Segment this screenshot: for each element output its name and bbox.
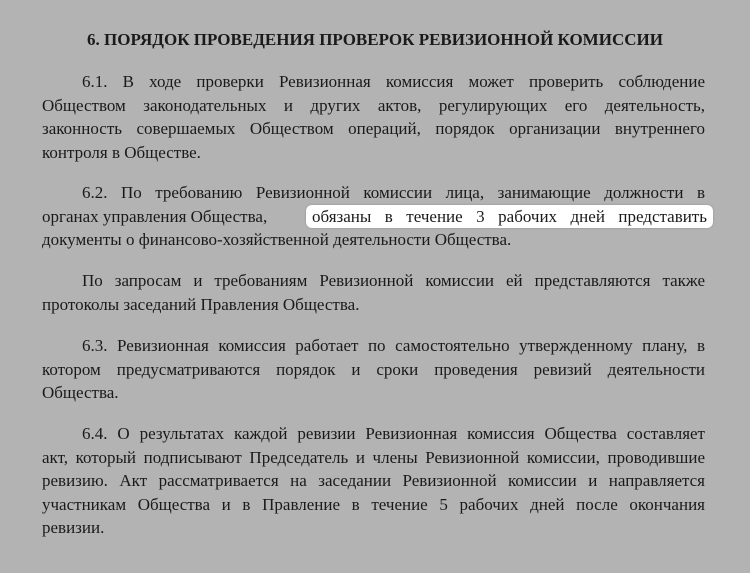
text-line: 6.2. По требованию Ревизионной комиссии лица, занимающие должности в bbox=[82, 183, 705, 202]
text-line: ревизию. Акт рассматривается на заседании Ревизионной комиссии и направляется bbox=[42, 471, 705, 490]
text-line: ревизии. bbox=[42, 518, 105, 537]
highlight-text: обязаны в течение 3 рабочих дней представить bbox=[312, 206, 707, 226]
text-line: котором предусматриваются порядок и сроки проведения ревизий деятельности bbox=[42, 359, 705, 379]
text-line: участникам Общества и в Правление в течение 5 рабочих дней после окончания bbox=[42, 494, 705, 514]
text-line: контроля в Обществе. bbox=[42, 142, 201, 162]
text-line: протоколы заседаний Правления Общества. bbox=[42, 294, 360, 314]
text-line: 6.3. Ревизионная комиссия работает по самостоятельно утвержденному плану, в bbox=[82, 336, 705, 355]
paragraph-6-4 bbox=[42, 422, 705, 540]
text-line: По запросам и требованиям Ревизионной комиссии ей представляются также bbox=[82, 271, 705, 290]
text-line: Обществом законодательных и других актов, регулирующих его деятельность, bbox=[42, 95, 705, 115]
text-line: 6.1. В ходе проверки Ревизионная комиссия может проверить соблюдение bbox=[82, 72, 705, 91]
section-title: 6. ПОРЯДОК ПРОВЕДЕНИЯ ПРОВЕРОК РЕВИЗИОННОЙ КОМИССИИ bbox=[87, 30, 663, 49]
paragraph-6-3 bbox=[42, 334, 705, 405]
text-line: Общества. bbox=[42, 383, 119, 402]
text-line: акт, который подписывают Председатель и члены Ревизионной комиссии, проводившие bbox=[42, 447, 705, 467]
text-line: законность совершаемых Обществом операций, порядок организации внутреннего bbox=[42, 119, 705, 138]
highlighted-text bbox=[306, 205, 713, 229]
text-line: документы о финансово-хозяйственной деятельности Общества. bbox=[42, 230, 512, 249]
paragraph-6-2 bbox=[42, 181, 705, 252]
text-line-highlighted bbox=[42, 205, 705, 229]
paragraph-requests bbox=[42, 269, 705, 316]
text-segment: органах управления Общества, bbox=[42, 206, 268, 226]
paragraph-6-1 bbox=[42, 70, 705, 164]
text-line: 6.4. О результатах каждой ревизии Ревизионная комиссия Общества составляет bbox=[82, 424, 705, 443]
